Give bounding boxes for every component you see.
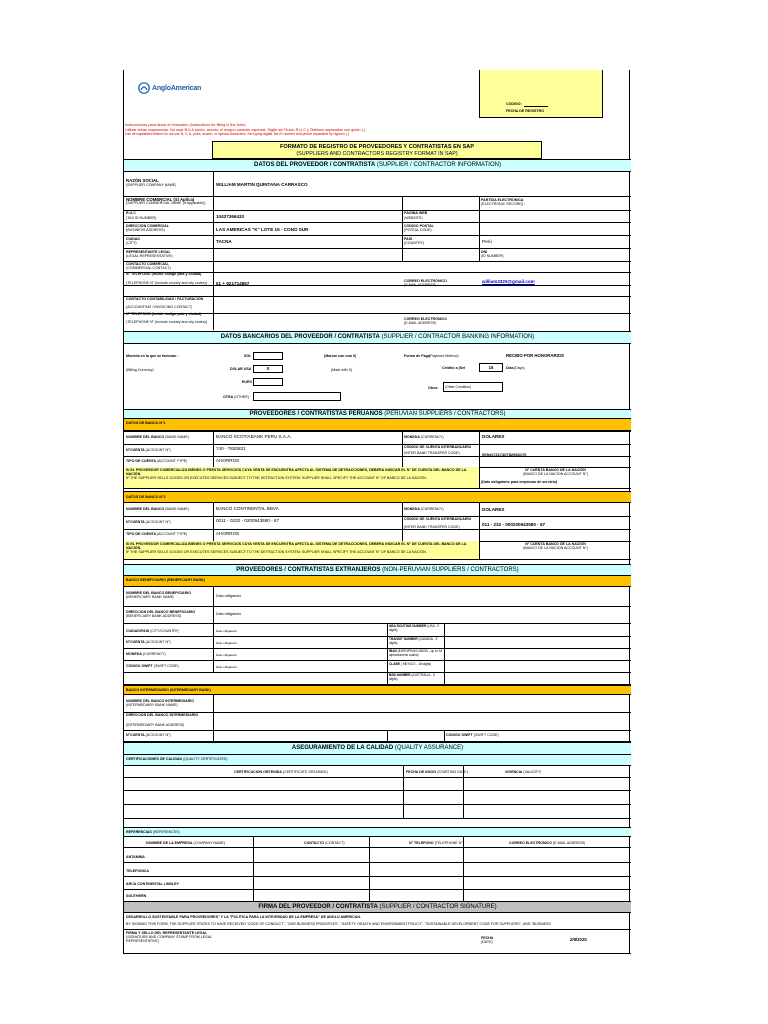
dias-label: Días xyxy=(506,366,514,370)
aba-label: ABA ROUTING NUMBER (USA - 9 digits) xyxy=(389,624,440,633)
moneda-ext-value[interactable]: Dato obligatorio xyxy=(216,653,238,657)
anglo-american-logo-icon xyxy=(138,82,150,94)
bank2-detraccion-es: SI EL PROVEEDOR COMERCIALIZA BIENES O PRESTA SERVICIOS CUYA VENTA SE ENCUENTRA AFECTA AL SISTEMA DE DETRACCIONES, DEBERÁ INDICAR EL N° DE CUENTA DEL BANCO DE LA NACIÓN. xyxy=(126,542,467,551)
nombre-ben-label: NOMBRE DEL BANCO BENEFICIARIO xyxy=(126,591,192,595)
firma-label-en: (SIGNATURE AND COMPANY STAMP FROM LEGAL REPRESENTATIVE) xyxy=(126,935,213,944)
instructions-line-2: Utilizar letras mayúsculas. No usar Ñ,ñ,& punto, acento, ni ningún caracter especial. Digite sin"Guión R.U.C y Teléfono separados con guión (-) xyxy=(125,128,366,132)
pais-label-en: (COUNTRY) xyxy=(404,241,425,245)
nombre-ben-value[interactable]: Dato obligatorio xyxy=(216,594,242,598)
col-cert-header: CERTIFICACIÓN OBTENIDA (CERTIFICATE OBTAINED) xyxy=(234,770,328,774)
bank2-header: DATOS DE BANCO N°2 xyxy=(124,491,631,503)
bank1-cuenta-label: N°CUENTA (ACCOUNT N°) xyxy=(126,448,171,452)
contacto-contabilidad-label: CONTACTO CONTABILIDAD / FACTURACIÓN xyxy=(126,297,204,301)
supplier-section-title: DATOS DEL PROVEEDOR / CONTRATISTA xyxy=(254,162,376,168)
otras-label: Otros xyxy=(428,386,438,390)
ciudad-value[interactable]: TACNA xyxy=(216,239,232,244)
signature-section-title: FIRMA DEL PROVEEDOR / CONTRATISTA xyxy=(258,903,378,910)
ruc-value[interactable]: 10437366433 xyxy=(216,214,245,219)
supplier-section-title-en: (SUPPLIER / CONTRACTOR INFORMATION) xyxy=(376,162,501,168)
razon-social-label: RAZÓN SOCIAL xyxy=(126,178,159,183)
company-logo xyxy=(138,82,201,94)
fecha-label-en: (DATE) xyxy=(481,940,493,944)
contacto-comercial-label-en: (COMMERCIAL CONTACT) xyxy=(126,266,171,270)
bank1-nombre-value[interactable]: BANCO SCOTIABANK PERU S.A.A. xyxy=(216,434,292,439)
bank1-detraccion-es: SI EL PROVEEDOR COMERCIALIZA BIENES O PRESTA SERVICIOS CUYA VENTA SE ENCUENTRA AFECTA AL SISTEMA DE DETRACCIONES, DEBERÁ INDICAR EL N° DE CUENTA DEL BANCO DE LA NACIÓN. xyxy=(126,468,467,477)
bank2-tipo-value[interactable]: AHORROS xyxy=(216,531,240,536)
bank1-nombre-label: NOMBRE DEL BANCO (BANK NAME) xyxy=(126,435,189,439)
bank1-detraccion-en: IF THE SUPPLIER SELLS GOODS OR EXECUTES SERVICES SUBJECT TO THE DETRACTION SYSTEM, SUPPLIER SHALL SPECIFY THE ACCOUNT N° OF BANCO DE LA NACIÓN. xyxy=(126,476,427,481)
telefono-contab-label-en: (TELEPHONE N° (Include country and city codes)) xyxy=(126,320,207,324)
references-header: REFERENCIAS (REFERENCES) xyxy=(124,827,631,837)
correo-label: CORREO ELECTRÓNICO xyxy=(404,279,447,283)
otras-label-en: (Other Condition) xyxy=(445,385,472,389)
forma-pago-value[interactable]: RECIBO POR HONORARIOS xyxy=(506,353,565,358)
dni-label: DNI xyxy=(481,250,488,254)
swift-label: CÓDIGO SWIFT (SWIFT CODE) xyxy=(126,664,179,668)
dolar-label: DOLAR USA xyxy=(230,367,252,371)
intermediary-header: BANCO INTERMEDIARIO (INTERMEDIARY BANK) xyxy=(124,685,631,695)
bank2-cuenta-value[interactable]: 0011 - 0232 - 0200943580 - 67 xyxy=(216,518,280,523)
fecha-registro-label: FECHA DE REGISTRO xyxy=(506,109,545,113)
codigo-postal-label: CÓDIGO POSTAL xyxy=(404,224,434,228)
form-subtitle: (SUPPLIERS AND CONTRACTORS REGISTRY FORMAT IN SAP) xyxy=(296,151,458,157)
bank2-moneda-value[interactable]: DOLARES xyxy=(482,507,505,512)
bank2-cci-label-en: (INTER BANK TRANSFER CODE) xyxy=(404,525,460,529)
partida-label: PARTIDA ELECTRÓNICA xyxy=(481,198,524,202)
dni-label-en: (ID NUMBER) xyxy=(481,254,504,258)
direccion-label: DIRECCIÓN COMERCIAL xyxy=(126,224,169,228)
quality-section-header xyxy=(124,742,631,755)
telefono-label-en: (TELEPHONE N° (Include country and city codes)) xyxy=(126,281,207,285)
direccion-ben-label: DIRECCION DEL BANCO BENEFICIARIO xyxy=(126,610,196,614)
direccion-label-en: (BUSINESS ADDRESS) xyxy=(126,228,165,232)
razon-social-label-en: (SUPPLIER COMPANY NAME) xyxy=(126,183,177,187)
bank2-detraccion-en: IF THE SUPPLIER SELLS GOODS OR EXECUTES SERVICES SUBJECT TO THE DETRACTION SYSTEM, SUPPLIER SHALL SPECIFY THE ACCOUNT N° OF BANCO DE LA NACIÓN. xyxy=(126,550,427,555)
euro-label: EURO xyxy=(242,380,253,384)
firma-label: FIRMA Y SELLO DEL REPRESENTANTE LEGAL xyxy=(126,931,208,935)
credito-dias-box[interactable] xyxy=(479,363,503,372)
ciudad-pais-value[interactable]: Dato obligatorio xyxy=(216,629,238,633)
swift-int-label: CÓDIGO SWIFT (SWIFT CODE) xyxy=(446,733,499,737)
cert-header: CERTIFICACIONES DE CALIDAD (QUALITY CERTIFICATES) xyxy=(124,755,631,766)
forma-pago-label: Forma de Pago xyxy=(404,354,430,358)
signature-section-title-en: (SUPPLIER / CONTRACTOR SIGNATURE) xyxy=(379,903,497,910)
pais-value[interactable]: Perú xyxy=(482,239,492,244)
beneficiary-header: BANCO BENEFICIARIO (BENEFICIARY BANK) xyxy=(124,576,631,587)
dolar-mark: X xyxy=(266,366,270,371)
codigo-line xyxy=(524,106,548,107)
bank1-moneda-value[interactable]: DOLARES xyxy=(482,434,505,439)
representante-label: REPRESENTANTE LEGAL xyxy=(126,250,171,254)
nombre-comercial-label: NOMBRE COMERCIAL (Si Aplica) xyxy=(126,197,195,202)
bsb-label: BSB NUMBER (AUSTRALIA - 6 digits) xyxy=(389,673,435,682)
bank2-tipo-label: TIPO DE CUENTA (ACCOUNT TYPE) xyxy=(126,532,188,536)
bank2-nombre-label: NOMBRE DEL BANCO (BANK NAME) xyxy=(126,507,189,511)
registration-form xyxy=(123,70,630,954)
ref-row-3[interactable]: ARCA CONTINENTAL LINDLEY xyxy=(126,882,180,886)
contacto-contabilidad-label-en: (ACCOUNTING / INVOICING CONTACT) xyxy=(126,305,193,309)
bank1-tipo-label: TIPO DE CUENTA (ACCOUNT TYPE) xyxy=(126,459,188,463)
ref-col-contacto: CONTACTO (CONTACT) xyxy=(304,841,345,845)
bank1-cci-value[interactable]: 00941721740782083170 xyxy=(482,452,527,457)
telefono-value[interactable]: 51 + 921714867 xyxy=(216,281,250,286)
clabe-label: CLABE ( MEXICO - 18 digits) xyxy=(389,662,432,666)
direccion-int-label-en: (INTERMEDIARY BANK ADDRESS) xyxy=(126,723,185,727)
banking-section-header xyxy=(124,331,631,344)
forma-pago-label-en: (Payment Method) xyxy=(429,354,459,358)
peru-section-header xyxy=(124,409,631,419)
euro-checkbox[interactable] xyxy=(253,378,283,386)
fecha-value[interactable]: 2/8/2020 xyxy=(570,937,587,942)
ciudad-label-en: (CITY) xyxy=(126,241,137,245)
credito-label: Crédito a (Set xyxy=(442,366,466,370)
registry-code-box xyxy=(479,70,603,118)
ref-col-correo: CORREO ELECTRÓNICO (E-MAIL ADDRESS) xyxy=(509,841,586,845)
contacto-comercial-label: CONTACTO COMERCIAL xyxy=(126,262,169,266)
bank1-tipo-value[interactable]: AHORROS xyxy=(216,458,240,463)
sol-label: SOL xyxy=(244,354,252,358)
marcar-label-en: (Mark with X) xyxy=(331,368,353,372)
moneda-ext-label: MONEDA (CURRENCY) xyxy=(126,652,166,656)
col-fecha-header: FECHA DE INICIO (STARTING DATE) xyxy=(406,770,468,774)
sol-checkbox[interactable] xyxy=(253,352,283,360)
ref-row-2[interactable]: TELEFONICA xyxy=(126,869,149,873)
ref-row-1[interactable]: ANTAMINA xyxy=(126,855,145,859)
form-title-band xyxy=(212,141,542,159)
ref-col-empresa: NOMBRE DE LA EMPRESA (COMPANY NAME) xyxy=(146,841,226,845)
bank2-moneda-label: MONEDA (CURRENCY) xyxy=(404,507,444,511)
nombre-comercial-label-en: (SUPPLIER COMMERCIAL NAME (If Applicable)) xyxy=(126,201,206,205)
bank1-cuenta-value[interactable]: 740 - 7820831 xyxy=(216,446,246,451)
ref-col-telefono: N° TELÉFONO (TELEPHONE N°) xyxy=(409,841,464,845)
banking-section-title: DATOS BANCARIOS DEL PROVEEDOR / CONTRATISTA xyxy=(220,334,380,340)
bank1-moneda-label: MONEDA (CURRENCY) xyxy=(404,435,444,439)
policy-text-es: DESARROLLO SUSTENTABLE PARA PROVEEDORES" Y LA "POLÍTICA PARA LA INTEGRIDAD DE LA EMPRESA" DE ANGLO AMERICAN. xyxy=(126,915,361,919)
bank2-cci-label: CÓDIGO DE CUENTA INTERBANCARIO xyxy=(404,517,472,521)
bank1-cci-label: CÓDIGO DE CUENTA INTERBANCARIO xyxy=(404,445,472,449)
correo-label-en: (E-MAIL ADDRESS) xyxy=(404,283,437,287)
ciudad-label: CIUDAD xyxy=(126,237,140,241)
policy-text-en: BY SIGNING THIS FORM, THE SUPPLIER STATES TO HAVE RECEIVED "CODE OF CONDUCT", "OUR BUSINESS PRINCIPLES", "SAFETY, HEALTH AND ENVIRONMENT POLICY", "SUSTAINABLE DEVELOPMENT CODE FOR SUPPLIERS", AND "BUSINESS xyxy=(126,922,551,926)
telefono-label: N° TELÉFONO (Incluir código país y ciudad) xyxy=(126,272,202,276)
signature-section-header xyxy=(124,901,631,913)
otra-label: OTRA xyxy=(223,395,234,399)
form-title: FORMATO DE REGISTRO DE PROVEEDORES Y CONTRATISTAS EN SAP xyxy=(280,144,474,150)
cuenta-ext-value[interactable]: Dato obligatorio xyxy=(216,641,238,645)
foreign-section-title: PROVEEDORES / CONTRATISTAS EXTRANJEROS xyxy=(236,566,381,573)
instructions-line-1: Instrucciones para llenar el formulario (Instructions for filling in the form) xyxy=(125,123,246,127)
nombre-ben-label-en: (BENEFICIARY BANK NAME) xyxy=(126,595,175,599)
supplier-section-header xyxy=(124,159,631,172)
direccion-value[interactable]: LAS AMERICAS "K" LOTE 15 - CONO SUR xyxy=(216,227,309,232)
correo-contab-label-en: (E-MAIL ADDRESS) xyxy=(404,321,437,325)
moneda-facturacion-label: Moneda en la que se facturan : xyxy=(126,354,179,358)
bank2-detraccion-note xyxy=(124,541,479,560)
correo-value[interactable]: william3325@gmail.com xyxy=(482,279,535,284)
dolar-checkbox[interactable] xyxy=(253,365,283,373)
otra-checkbox[interactable] xyxy=(253,392,341,401)
codigo-postal-label-en: (POSTAL CODE) xyxy=(404,228,432,232)
transit-label: TRANSIT NUMBER (CANADA - 9 digits) xyxy=(389,637,438,646)
bank2-nombre-value[interactable]: BANCO CONTINENTAL BBVA xyxy=(216,506,279,511)
partida-label-en: (ELECTRONIC RECORD) : xyxy=(481,202,526,206)
bank1-cci-label-en: (INTER BANK TRANSFER CODE) xyxy=(404,451,460,455)
foreign-section-title-en: (NON-PERUVIAN SUPPLIERS / CONTRACTORS) xyxy=(382,566,519,573)
quality-section-title: ASEGURAMIENTO DE LA CALIDAD xyxy=(291,745,394,751)
bank1-cuenta-bn: N° CUENTA BANCO DE LA NACIÓN (BANCO DE LA NACION ACCOUNT N°) (Dato obligatorio para empresas de servicio) xyxy=(479,467,631,489)
pagina-web-label-en: (WEBSITE) xyxy=(404,216,423,220)
iban-label: IBAN (EUROPEAN UNION - up to 34 alphanumeric codes) xyxy=(389,649,443,658)
ciudad-pais-label: CIUDAD/PAIS (CITY/COUNTRY) xyxy=(126,629,180,633)
swift-value[interactable]: Dato obligatorio xyxy=(216,665,238,669)
otras-condicion-box[interactable] xyxy=(443,382,503,392)
cuenta-int-label: N°CUENTA (ACCOUNT N°) xyxy=(126,733,171,737)
correo-contab-label: CORREO ELECTRÓNICO xyxy=(404,317,447,321)
representante-label-en: (LEGAL REPRESENTATIVE) xyxy=(126,254,173,258)
peru-section-title: PROVEEDORES / CONTRATISTAS PERUANOS xyxy=(249,410,383,417)
ref-row-4[interactable]: SOUTHERN xyxy=(126,894,147,898)
pais-label: PAÍS xyxy=(404,237,413,241)
marcar-label: (Marcar con una X) xyxy=(324,354,357,358)
pagina-web-label: PÁGINA WEB xyxy=(404,211,428,215)
quality-section-title-en: (QUALITY ASSURANCE) xyxy=(394,745,464,751)
telefono-contab-label: N° TELÉFONO (Incluir código país y ciudad) xyxy=(126,312,202,316)
ruc-label: R.U.C xyxy=(126,211,136,215)
banking-section-title-en: (SUPPLIER / CONTRACTOR BANKING INFORMATION) xyxy=(381,334,535,340)
bank2-cci-value[interactable]: 011 - 232 - 000200943580 - 67 xyxy=(482,522,546,527)
direccion-ben-label-en: (BENEFICIARY BANK ADDRESS) xyxy=(126,614,182,618)
instructions-line-3: Use all capitalized letters Do not use Ñ, ñ, &, point, accent, or special characters. Set typing digital Tax ID number and phone separated by hyphen (-) xyxy=(125,132,350,136)
cuenta-ext-label: N°CUENTA (ACCOUNT N°) xyxy=(126,640,171,644)
bank2-cuenta-label: N°CUENTA (ACCOUNT N°) xyxy=(126,520,171,524)
otra-label-en: (OTHER) xyxy=(234,395,249,399)
direccion-int-label: DIRECCION DEL BANCO INTERMEDIARIO xyxy=(126,713,199,717)
firma-area[interactable] xyxy=(234,930,454,952)
codigo-label: CÓDIGO: xyxy=(506,102,522,106)
credito-dias-value: 15 xyxy=(488,365,494,370)
ruc-label-en: (TAX ID NUMBER) xyxy=(126,216,157,220)
moneda-facturacion-label-en: (Billing Currency) xyxy=(126,368,154,372)
bank1-header: DATOS DE BANCO N°1 xyxy=(124,419,631,431)
fecha-label: FECHA xyxy=(481,936,494,940)
dias-label-en: (Days) xyxy=(514,366,525,370)
razon-social-value[interactable]: WILLIAM MARTIN QUINTANA CARRASCO xyxy=(216,182,308,187)
peru-section-title-en: (PERUVIAN SUPPLIERS / CONTRACTORS) xyxy=(384,410,506,417)
nombre-int-label-en: (INTERMEDIARY BANK NAME) xyxy=(126,703,178,707)
col-vigencia-header: VIGENCIA (VALIDITY) xyxy=(505,770,542,774)
bank2-cuenta-bn: N° CUENTA BANCO DE LA NACIÓN (BANCO DE LA NACION ACCOUNT N°) xyxy=(479,541,631,560)
nombre-int-label: NOMBRE DEL BANCO INTERMEDIARIO xyxy=(126,699,195,703)
logo-text: AngloAmerican xyxy=(152,84,202,92)
bank1-detraccion-note xyxy=(124,467,479,489)
direccion-ben-value[interactable]: Dato obligatorio xyxy=(216,612,242,616)
foreign-section-header xyxy=(124,564,631,576)
